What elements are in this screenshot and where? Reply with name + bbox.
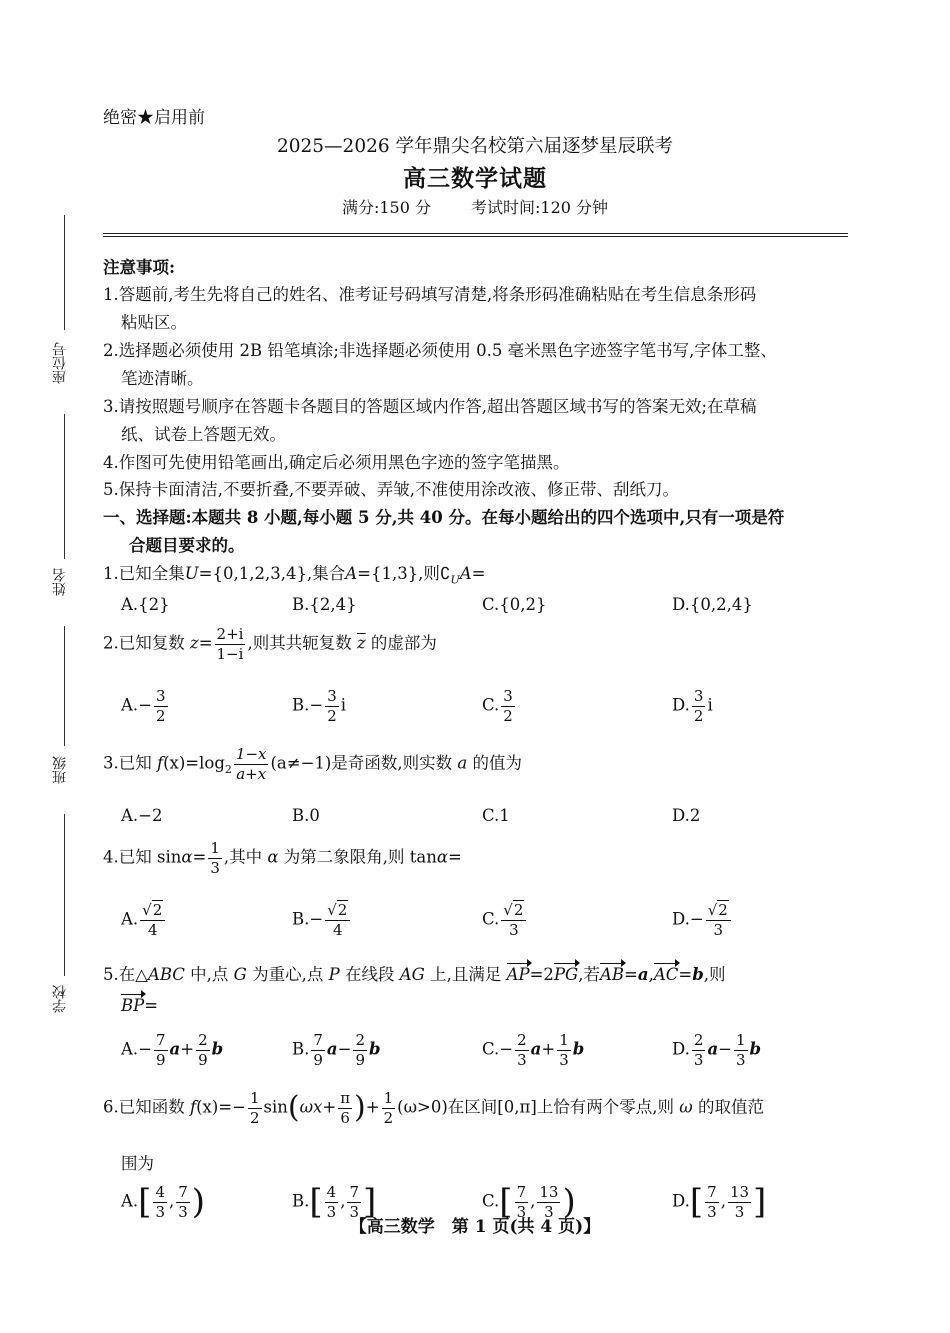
section-heading: 一、选择题:本题共 8 小题,每小题 5 分,共 40 分。在每小题给出的四个选项中,只有一项是符 bbox=[103, 508, 785, 527]
binding-line-3 bbox=[64, 626, 65, 746]
notice-item-2-cont: 笔迹清晰。 bbox=[121, 369, 204, 388]
q3-option-d: D.2 bbox=[672, 806, 701, 825]
notice-title: 注意事项: bbox=[103, 258, 176, 277]
binding-line-4 bbox=[64, 814, 65, 976]
q3-option-c: C.1 bbox=[482, 806, 510, 825]
q4-fraction: $\frac{1}{3}$ bbox=[210, 839, 220, 877]
notice-item-5: 5.保持卡面清洁,不要折叠,不要弄破、弄皱,不准使用涂改液、修正带、刮纸刀。 bbox=[103, 480, 679, 499]
q3-option-b: B.0 bbox=[292, 806, 320, 825]
q4-option-d: D.− $\frac{√2}{3}$ bbox=[672, 902, 733, 938]
notice-item-3-cont: 纸、试卷上答题无效。 bbox=[121, 425, 286, 444]
question-5-cont: BP= bbox=[121, 996, 159, 1015]
school-label: 学校 bbox=[52, 985, 68, 1013]
q4-option-b: B.− $\frac{√2}{4}$ bbox=[292, 902, 352, 938]
q6-option-c: C.[ $\frac{7}{3}$ , $\frac{13}{3}$ ) bbox=[482, 1182, 576, 1222]
q2-fraction: $\frac{2+i}{1-i}$ bbox=[216, 625, 244, 663]
paper-title: 高三数学试题 bbox=[403, 165, 547, 192]
q5-option-a: A.− $\frac{7}{9}$ a+ $\frac{2}{9}$ b bbox=[121, 1031, 224, 1069]
header-rule-1 bbox=[103, 233, 848, 234]
q6-option-d: D.[ $\frac{7}{3}$ , $\frac{13}{3}$ ] bbox=[672, 1182, 767, 1222]
q1-option-d: D.{0,2,4} bbox=[672, 595, 753, 614]
q2-option-d: D. $\frac{3}{2}$ i bbox=[672, 687, 713, 725]
q1-option-b: B.{2,4} bbox=[292, 595, 357, 614]
notice-item-3: 3.请按照题号顺序在答题卡各题目的答题区域内作答,超出答题区域书写的答案无效;在草稿 bbox=[103, 397, 757, 416]
question-6: 6.已知函数 f(x)=− $\frac{1}{2}$ sin(ωx+ $\frac{\pi}{6}$ )+ $\frac{1}{2}$ (ω>0)在区间[0,π]上恰有两个零点,则 ω 的取值范 bbox=[103, 1089, 764, 1127]
score-time-line bbox=[0, 195, 950, 218]
question-6-cont: 围为 bbox=[121, 1154, 154, 1173]
q3-fraction: $\frac{1-x}{a+x}$ bbox=[235, 745, 267, 783]
q2-option-b: B.− $\frac{3}{2}$ i bbox=[292, 687, 347, 725]
seat-label: 座位号 bbox=[52, 342, 68, 384]
q4-option-c: C. $\frac{√2}{3}$ bbox=[482, 902, 528, 938]
question-2: 2.已知复数 z= $\frac{2+i}{1-i}$ ,则其共轭复数 $\overline{z}$ 的虚部为 bbox=[103, 625, 437, 663]
secret-mark: 绝密★启用前 bbox=[103, 108, 205, 128]
binding-line-2 bbox=[64, 414, 65, 559]
notice-item-4: 4.作图可先使用铅笔画出,确定后必须用黑色字迹的签字笔描黑。 bbox=[103, 453, 570, 472]
q6-option-a: A.[ $\frac{4}{3}$ , $\frac{7}{3}$ ) bbox=[121, 1182, 206, 1222]
q2-option-a: A.− $\frac{3}{2}$ bbox=[121, 687, 166, 725]
q6-option-b: B.[ $\frac{4}{3}$ , $\frac{7}{3}$ ] bbox=[292, 1182, 377, 1222]
full-score: 满分:150 分 bbox=[341, 198, 431, 217]
question-1: 1.已知全集U={0,1,2,3,4},集合A={1,3},则$∁_UA=$ bbox=[103, 564, 486, 587]
question-4: 4.已知 sinα= $\frac{1}{3}$ ,其中 α 为第二象限角,则 tanα= bbox=[103, 839, 462, 877]
question-3: 3.已知 $f(x)=\log_2$ $\frac{1-x}{a+x}$ (a≠−1)是奇函数,则实数 a 的值为 bbox=[103, 745, 522, 783]
q4-option-a: A. $\frac{√2}{4}$ bbox=[121, 902, 167, 938]
notice-item-1: 1.答题前,考生先将自己的姓名、准考证号码填写清楚,将条形码准确粘贴在考生信息条形码 bbox=[103, 285, 757, 304]
q1-option-a: A.{2} bbox=[121, 595, 170, 614]
class-label: 班级 bbox=[52, 756, 68, 784]
name-label: 姓名 bbox=[52, 568, 68, 596]
binding-line-1 bbox=[64, 215, 65, 330]
exam-title: 2025—2026 学年鼎尖名校第六届逐梦星辰联考 bbox=[276, 136, 674, 157]
notice-item-1-cont: 粘贴区。 bbox=[121, 313, 187, 332]
question-5: 5.在△ABC 中,点 G 为重心,点 P 在线段 AG 上,且满足 AP=2PG,若AB=a,AC=b,则 bbox=[103, 965, 726, 984]
exam-time: 考试时间:120 分钟 bbox=[471, 198, 609, 217]
header-rule-2 bbox=[103, 236, 848, 237]
page-footer: 【高三数学 第 1 页(共 4 页)】 bbox=[349, 1217, 601, 1237]
q2-option-c: C. $\frac{3}{2}$ bbox=[482, 687, 513, 725]
q5-option-c: C.− $\frac{2}{3}$ a+ $\frac{1}{3}$ b bbox=[482, 1031, 585, 1069]
q1-option-c: C.{0,2} bbox=[482, 595, 547, 614]
notice-item-2: 2.选择题必须使用 2B 铅笔填涂;非选择题必须使用 0.5 毫米黑色字迹签字笔书写,字体工整、 bbox=[103, 341, 777, 360]
q5-option-b: B. $\frac{7}{9}$ a− $\frac{2}{9}$ b bbox=[292, 1031, 381, 1069]
section-heading-cont: 合题目要求的。 bbox=[129, 536, 245, 555]
q5-option-d: D. $\frac{2}{3}$ a− $\frac{1}{3}$ b bbox=[672, 1031, 762, 1069]
q3-option-a: A.−2 bbox=[121, 806, 163, 825]
